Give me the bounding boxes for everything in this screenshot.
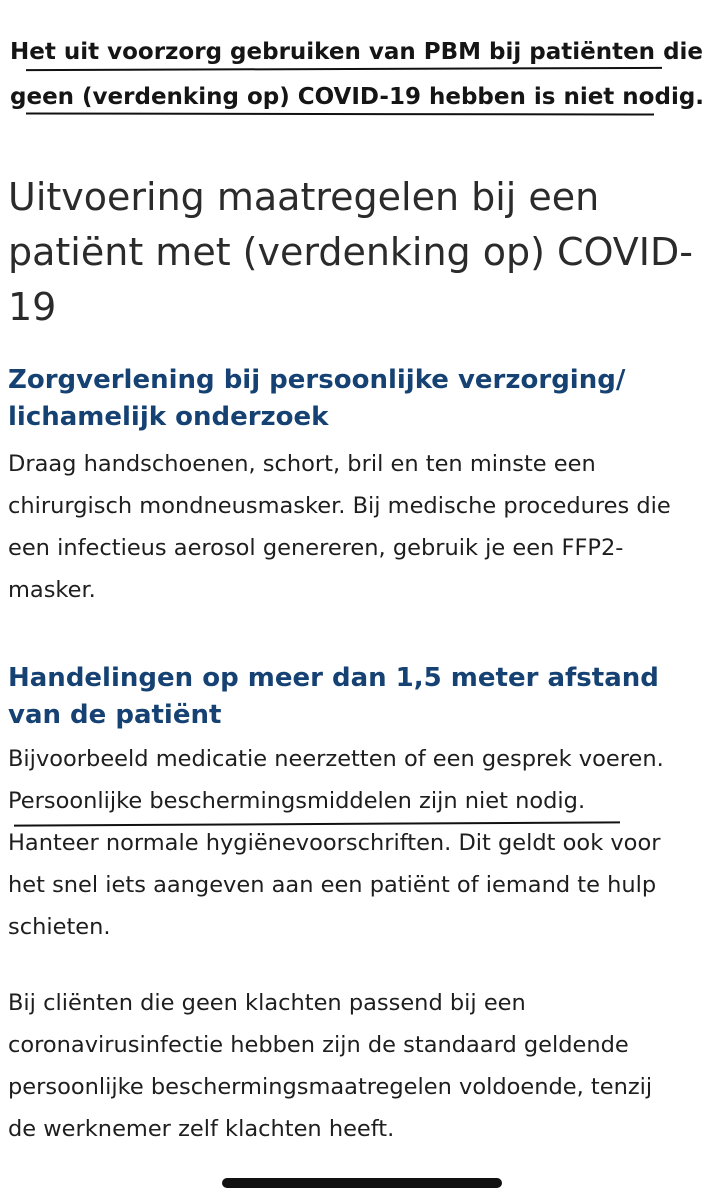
intro-statement — [10, 30, 704, 120]
section-body-care: Draag handschoenen, schort, bril en ten minste een chirurgisch mondneusmasker. Bij medische procedures die een infectieus aerosol genereren, gebruik je een FFP2- masker. — [8, 451, 671, 603]
home-indicator[interactable] — [222, 1178, 502, 1188]
section-heading-distance: Handelingen op meer dan 1,5 meter afstand van de patiënt — [8, 663, 659, 730]
page-title: Uitvoering maatregelen bij een patiënt met (verdenking op) COVID- 19 — [8, 175, 693, 329]
section-body-clients: Bij cliënten die geen klachten passend bij een coronavirusinfectie hebben zijn de standaard geldende persoonlijke beschermingsmaatregelen voldoende, tenzij de werknemer zelf klachten heeft. — [8, 990, 653, 1142]
intro-line: Het uit voorzorg gebruiken van PBM bij patiënten die — [10, 39, 704, 65]
section-body-distance: Bijvoorbeeld medicatie neerzetten of een gesprek voeren. Persoonlijke beschermingsmiddelen zijn niet nodig. Hanteer normale hygiënevoorschriften. Dit geldt ook voor het snel iets aangeven aan een patiënt of iemand te hulp schieten. — [8, 746, 664, 940]
intro-line: geen (verdenking op) COVID-19 hebben is niet nodig. — [10, 84, 705, 110]
section-heading-care: Zorgverlening bij persoonlijke verzorging/ lichamelijk onderzoek — [8, 365, 626, 432]
